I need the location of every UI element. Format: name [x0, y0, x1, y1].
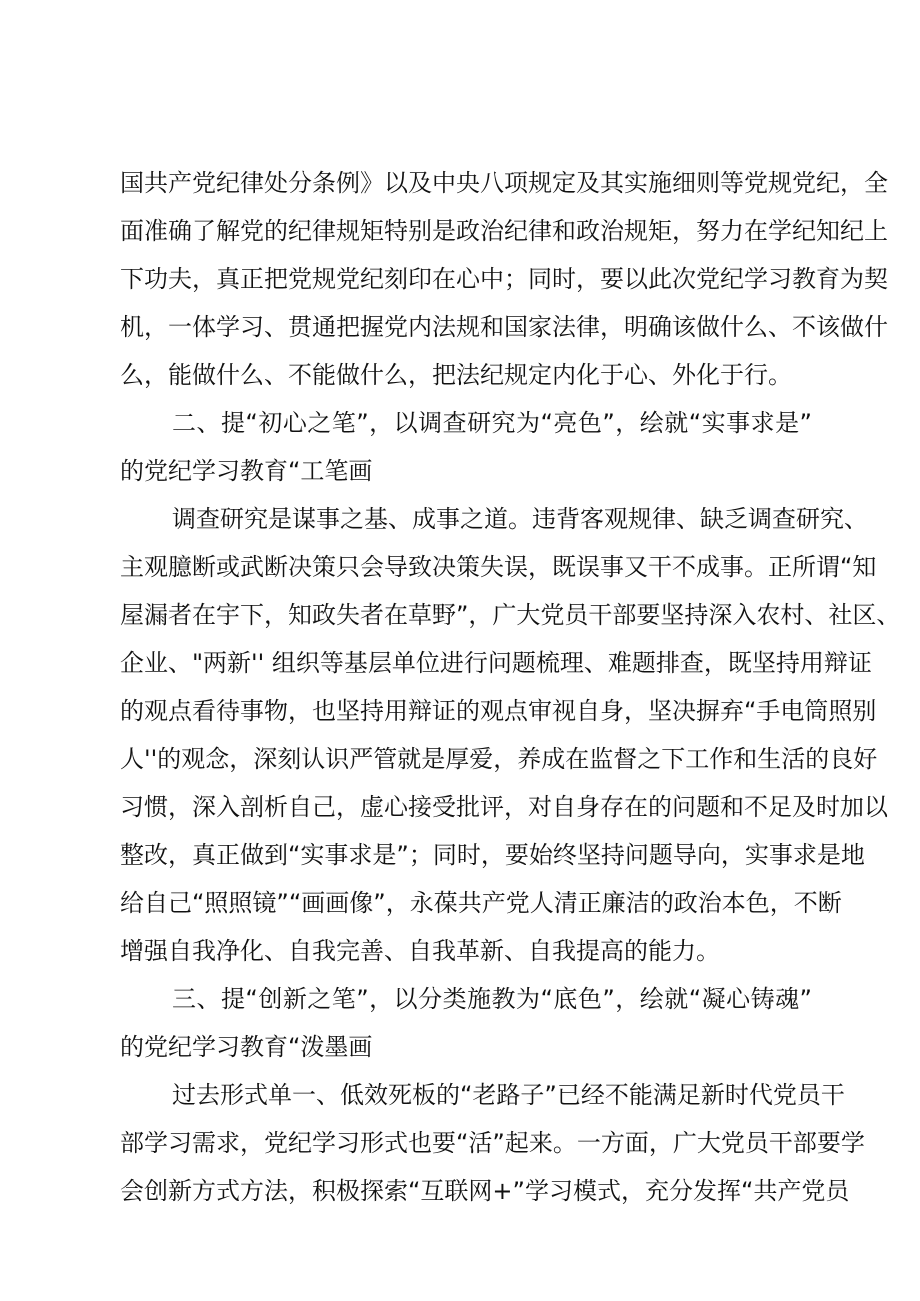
body-text-line: 主观臆断或武断决策只会导致决策失误，既误事又干不成事。正所谓“知: [120, 553, 877, 581]
body-text-line: 下功夫，真正把党规党纪刻印在心中；同时，要以此次党纪学习教育为契: [120, 265, 888, 293]
section-heading-2: 二、提“初心之笔”，以调查研究为“亮色”，绘就“实事求是”: [172, 409, 812, 437]
body-text-line: 么，能做什么、不能做什么，把法纪规定内化于心、外化于行。: [120, 361, 792, 389]
section-heading-3-cont: 的党纪学习教育“泼墨画: [120, 1033, 373, 1061]
body-text-line: 企业、"两新'' 组织等基层单位进行问题梳理、难题排查，既坚持用辩证: [120, 649, 872, 677]
body-text-line: 给自己“照照镜”“画画像”，永葆共产党人清正廉洁的政治本色，不断: [120, 889, 842, 917]
paragraph-first-line: 调查研究是谋事之基、成事之道。违背客观规律、缺乏调查研究、: [172, 505, 868, 533]
body-text-line: 面准确了解党的纪律规矩特别是政治纪律和政治规矩，努力在学纪知纪上: [120, 217, 888, 245]
body-text-line: 整改，真正做到“实事求是”；同时，要始终坚持问题导向，实事求是地: [120, 841, 865, 869]
section-heading-2-cont: 的党纪学习教育“工笔画: [120, 457, 373, 485]
paragraph-first-line: 过去形式单一、低效死板的“老路子”已经不能满足新时代党员干: [172, 1081, 845, 1109]
body-text-line: 屋漏者在宇下，知政失者在草野”，广大党员干部要坚持深入农村、社区、: [120, 601, 901, 629]
body-text-line: 的观点看待事物，也坚持用辩证的观点审视自身，坚决摒弃“手电筒照别: [120, 697, 877, 725]
body-text-line: 会创新方式方法，积极探索“互联网+”学习模式，充分发挥“共产党员: [120, 1177, 850, 1205]
body-text-line: 国共产党纪律处分条例》以及中央八项规定及其实施细则等党规党纪，全: [120, 169, 888, 197]
body-text-line: 增强自我净化、自我完善、自我革新、自我提高的能力。: [120, 937, 720, 965]
body-text-line: 部学习需求，党纪学习形式也要“活”起来。一方面，广大党员干部要学: [120, 1129, 865, 1157]
body-text-line: 习惯，深入剖析自己，虚心接受批评，对自身存在的问题和不足及时加以: [120, 793, 888, 821]
section-heading-3: 三、提“创新之笔”，以分类施教为“底色”，绘就“凝心铸魂”: [172, 985, 812, 1013]
body-text-line: 人''的观念，深刻认识严管就是厚爱，养成在监督之下工作和生活的良好: [120, 745, 878, 773]
body-text-line: 机，一体学习、贯通把握党内法规和国家法律，明确该做什么、不该做什: [120, 313, 888, 341]
